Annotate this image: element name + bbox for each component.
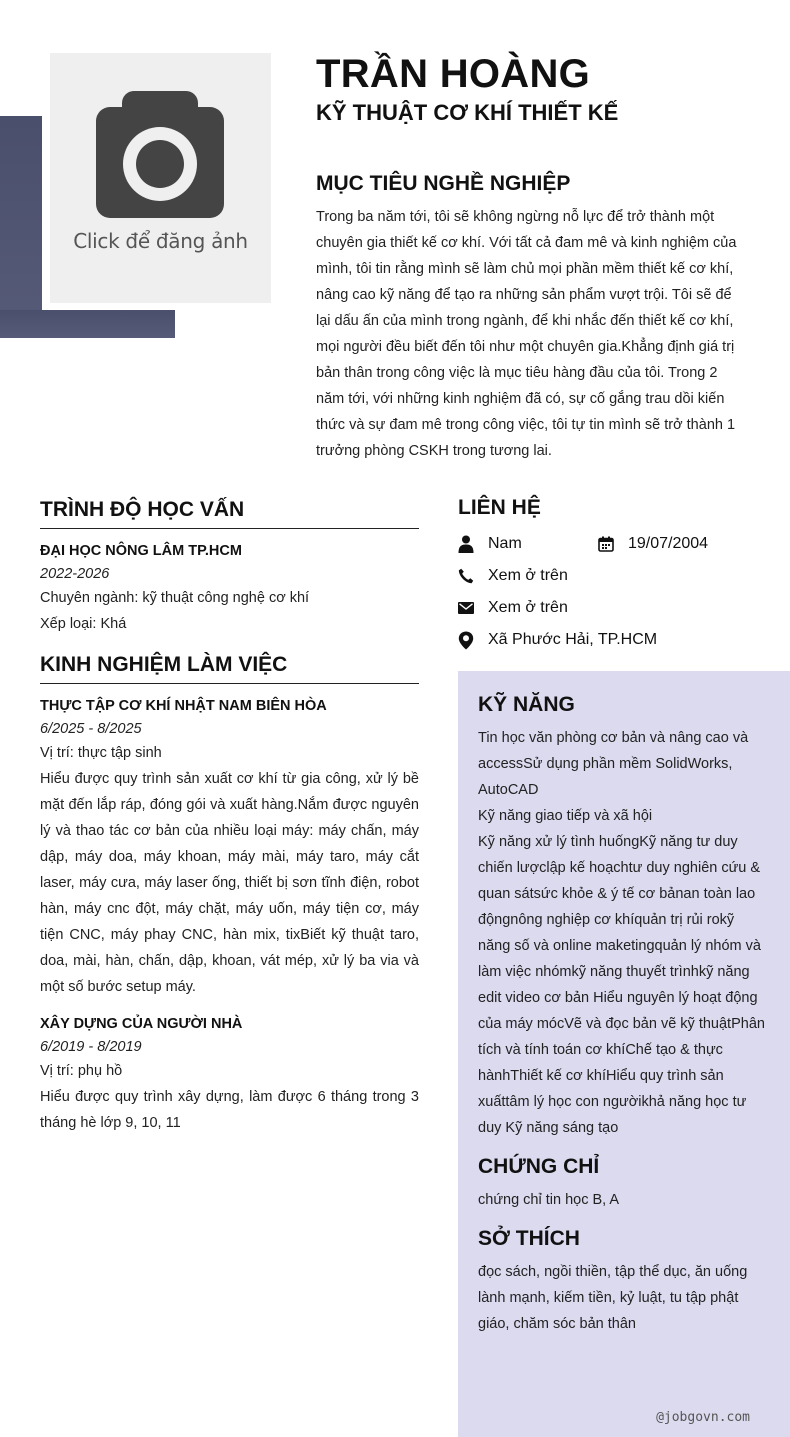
education-school: ĐẠI HỌC NÔNG LÂM TP.HCM [40, 543, 242, 559]
experience-position: Vị trí: thực tập sinh [40, 745, 162, 761]
photo-upload-caption: Click để đăng ảnh [73, 229, 248, 253]
experience-period: 6/2025 - 8/2025 [40, 721, 142, 737]
contact-row-phone [458, 560, 758, 592]
calendar-icon [598, 536, 628, 552]
location-pin-icon [458, 631, 488, 650]
experience-item [40, 1012, 419, 1136]
contact-gender: Nam [488, 535, 522, 552]
contact-title: LIÊN HỆ [458, 496, 541, 519]
certificates-text: chứng chỉ tin học B, A [478, 1192, 620, 1208]
hobbies-title: SỞ THÍCH [478, 1227, 580, 1250]
hobbies-section [478, 1227, 770, 1337]
skills-title: KỸ NĂNG [478, 693, 575, 716]
experience-section [40, 653, 419, 1136]
education-rank: Xếp loại: Khá [40, 616, 127, 632]
envelope-icon [458, 602, 488, 614]
experience-company: THỰC TẬP CƠ KHÍ NHẬT NAM BIÊN HÒA [40, 698, 327, 714]
education-major: Chuyên ngành: kỹ thuật công nghệ cơ khí [40, 590, 310, 606]
objective-text: Trong ba năm tới, tôi sẽ không ngừng nỗ lực để trở thành một chuyên gia thiết kế cơ khí. Với tất cả đam mê và kinh nghiệm của mình, tôi tin rằng mình sẽ làm chủ mọi phần mềm thiết kế cơ khí, nâng cao kỹ năng để tạo ra những sản phẩm vượt trội. Tôi sẽ để lại dấu ấn của mình trong ngành, để khi nhắc đến thiết kế cơ khí, mọi người đều biết đến tôi như một chuyên gia.Khẳng định giá trị bản thân trong công việc là mục tiêu hàng đầu của tôi. Trong 2 năm tới, với những kinh nghiệm đã có, sự cố gắng trau dồi kiến thức và sự đam mê trong công việc, tôi tự tin mình sẽ trở thành 1 trưởng phòng CSKH trong tương lai. [316, 209, 737, 459]
hobbies-text: đọc sách, ngồi thiền, tập thể dục, ăn uống lành mạnh, kiếm tiền, kỷ luật, tu tập phật giáo, chăm sóc bản thân [478, 1264, 748, 1332]
photo-upload-box[interactable] [50, 53, 271, 303]
contact-section [458, 496, 758, 656]
certificates-section [478, 1155, 770, 1213]
contact-phone: Xem ở trên [488, 567, 568, 584]
education-title: TRÌNH ĐỘ HỌC VẤN [40, 498, 419, 529]
contact-dob: 19/07/2004 [628, 535, 709, 552]
skills-panel [458, 671, 790, 1437]
experience-company: XÂY DỰNG CỦA NGƯỜI NHÀ [40, 1016, 243, 1032]
job-title: KỸ THUẬT CƠ KHÍ THIẾT KẾ [316, 100, 619, 125]
contact-address: Xã Phước Hải, TP.HCM [488, 631, 658, 648]
education-period: 2022-2026 [40, 566, 110, 582]
contact-email: Xem ở trên [488, 599, 568, 616]
objective-section [316, 172, 748, 464]
decorative-accent-bar-horizontal [0, 310, 175, 338]
education-section [40, 498, 419, 637]
experience-title: KINH NGHIỆM LÀM VIỆC [40, 653, 419, 684]
skill-line: Tin học văn phòng cơ bản và nâng cao và accessSử dụng phần mềm SolidWorks, AutoCAD [478, 730, 749, 798]
experience-position: Vị trí: phụ hồ [40, 1063, 123, 1079]
person-icon [458, 535, 488, 553]
candidate-name: TRẦN HOÀNG [316, 52, 591, 96]
experience-description: Hiểu được quy trình xây dựng, làm được 6 tháng trong 3 tháng hè lớp 9, 10, 11 [40, 1089, 419, 1131]
experience-period: 6/2019 - 8/2019 [40, 1039, 142, 1055]
certificates-title: CHỨNG CHỈ [478, 1155, 600, 1178]
decorative-accent-bar-vertical [0, 116, 42, 338]
watermark: @jobgovn.com [656, 1410, 750, 1425]
contact-dob-group [598, 528, 708, 560]
skills-section [478, 693, 770, 1141]
skill-line: Kỹ năng giao tiếp và xã hội [478, 808, 653, 824]
contact-row-gender [458, 528, 758, 560]
experience-item [40, 694, 419, 1000]
left-column [40, 498, 419, 1136]
skill-line: Kỹ năng xử lý tình huốngKỹ năng tư duy chiến lượclập kế hoạchtư duy nghiên cứu & quan sátsức khỏe & ý tế cơ bảnan toàn lao độngnông nghiệp cơ khíquản trị rủi rokỹ năng số và online maketingquản lý nhóm và làm việc nhómkỹ năng thuyết trìnhkỹ năng edit video cơ bản Hiểu nguyên lý hoạt động của máy mócVẽ và đọc bản vẽ kỹ thuậtPhân tích và tính toán cơ khíChế tạo & thực hànhThiết kế cơ khíHiểu quy trình sản xuấttâm lý học con ngườikhả năng học tư duy Kỹ năng sáng tạo [478, 834, 765, 1136]
contact-row-email [458, 592, 758, 624]
objective-title: MỤC TIÊU NGHỀ NGHIỆP [316, 172, 571, 195]
camera-icon [94, 89, 226, 221]
phone-icon [458, 568, 488, 584]
experience-description: Hiểu được quy trình sản xuất cơ khí từ gia công, xử lý bề mặt đến lắp ráp, đóng gói và xuất hàng.Nắm được nguyên lý và thao tác cơ bản của nhiều loại máy: máy chấn, máy dập, máy doa, máy khoan, máy mài, máy taro, máy cắt laser, máy cưa, máy laser ống, thiết bị sơn tĩnh điện, robot hàn, máy cnc đột, máy chặt, máy uốn, máy tiện cơ, máy tiện CNC, máy phay CNC, hàn mix, tixBiết kỹ thuật taro, doa, mài, hàn, chấn, dập, khoan, vát mép, xử lý ba via và một số bước setup máy. [40, 771, 419, 995]
contact-row-address [458, 624, 758, 656]
